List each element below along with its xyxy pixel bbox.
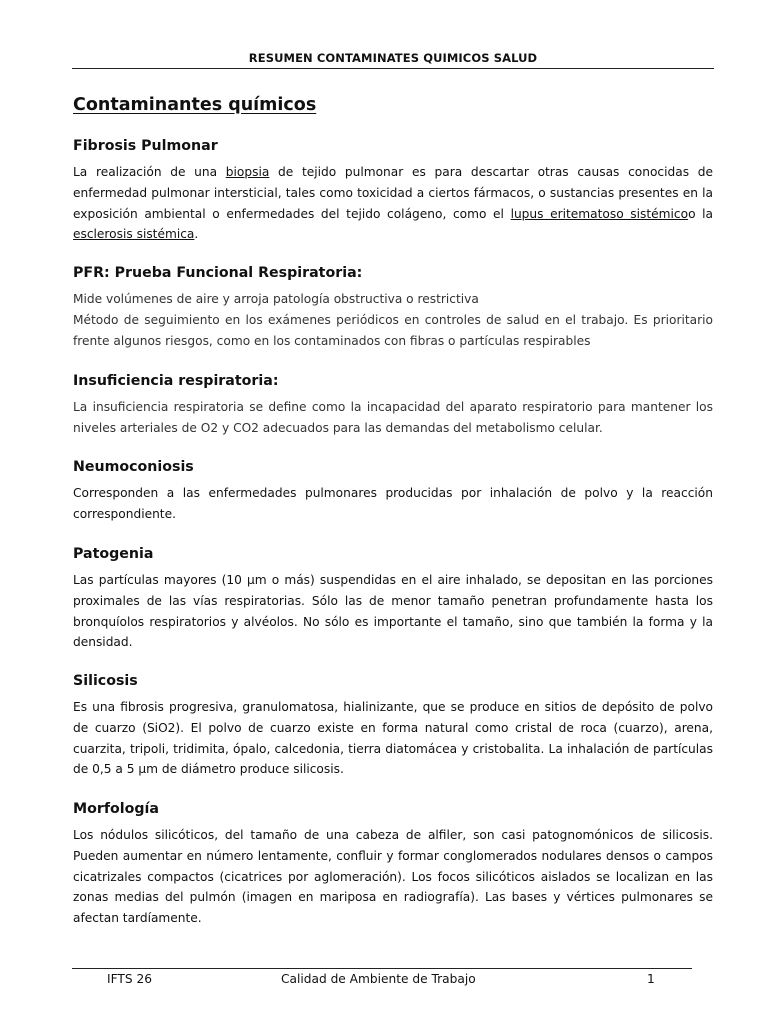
body-text: de tejido pulmonar es para descartar otras causas conocidas de enfermedad pulmonar intersticial, tales como toxicidad a ciertos fármacos, o sustancias presentes en la exposición ambiental o enfermedades del tejido colágeno, como el: [73, 165, 713, 221]
document-title: Contaminantes químicos: [73, 95, 317, 115]
footer-course-title: Calidad de Ambiente de Trabajo: [281, 972, 476, 986]
section-heading: Fibrosis Pulmonar: [73, 138, 218, 154]
section-morfologia: [73, 800, 713, 929]
footer-institution: IFTS 26: [107, 972, 152, 986]
section-heading: Neumoconiosis: [73, 459, 194, 475]
section-body: Los nódulos silicóticos, del tamaño de una cabeza de alfiler, son casi patognomónicos de silicosis. Pueden aumentar en número lentamente, confluir y formar conglomerados nodulares densos o campos cicatrizales compactos (cicatrices por aglomeración). Los focos silicóticos aislados se localizan en las zonas medias del pulmón (imagen en mariposa en radiografía). Las bases y vértices pulmonares se afectan tardíamente.: [73, 828, 713, 926]
footer-divider: [72, 968, 692, 969]
section-body-line: Mide volúmenes de aire y arroja patología obstructiva o restrictiva: [73, 292, 479, 306]
section-silicosis: [73, 672, 713, 780]
section-insuficiencia: [73, 372, 713, 439]
section-patogenia: [73, 545, 713, 653]
section-body: Corresponden a las enfermedades pulmonares producidas por inhalación de polvo y la reacción correspondiente.: [73, 486, 713, 521]
body-text: La realización de una: [73, 165, 226, 179]
section-body: [73, 162, 713, 245]
section-pfr: [73, 264, 713, 351]
section-heading: Insuficiencia respiratoria:: [73, 373, 279, 389]
section-body: La insuficiencia respiratoria se define como la incapacidad del aparato respiratorio para mantener los niveles arteriales de O2 y CO2 adecuados para las demandas del metabolismo celular.: [73, 400, 713, 435]
section-heading: Morfología: [73, 801, 159, 817]
section-heading: Patogenia: [73, 546, 154, 562]
section-body: Es una fibrosis progresiva, granulomatosa, hialinizante, que se produce en sitios de depósito de polvo de cuarzo (SiO2). El polvo de cuarzo existe en forma natural como cristal de roca (cuarzo), arena, cuarzita, tripoli, tridimita, ópalo, calcedonia, tierra diatomácea y cristobalita. La inhalación de partículas de 0,5 a 5 µm de diámetro produce silicosis.: [73, 700, 713, 777]
header-divider: [72, 68, 714, 69]
link-biopsia[interactable]: biopsia: [225, 165, 270, 179]
link-esclerosis[interactable]: esclerosis sistémica: [73, 227, 195, 242]
page-number: 1: [647, 972, 655, 986]
body-text: o la: [688, 206, 713, 221]
body-text: .: [194, 227, 199, 242]
running-header: RESUMEN CONTAMINATES QUIMICOS SALUD: [248, 51, 538, 65]
section-heading: PFR: Prueba Funcional Respiratoria:: [73, 265, 363, 281]
section-heading: Silicosis: [73, 673, 138, 689]
section-fibrosis: [73, 137, 713, 245]
section-body-line: Método de seguimiento en los exámenes periódicos en controles de salud en el trabajo. Es prioritario frente algunos riesgos, como en los contaminados con fibras o partículas respirables: [73, 312, 713, 348]
section-body: Las partículas mayores (10 µm o más) suspendidas en el aire inhalado, se depositan en las porciones proximales de las vías respiratorias. Sólo las de menor tamaño penetran profundamente hasta los bronquíolos respiratorios y alvéolos. No sólo es importante el tamaño, sino que también la forma y la densidad.: [73, 573, 713, 650]
section-neumoconiosis: [73, 458, 713, 525]
link-lupus[interactable]: lupus eritematoso sistémico: [510, 206, 689, 221]
